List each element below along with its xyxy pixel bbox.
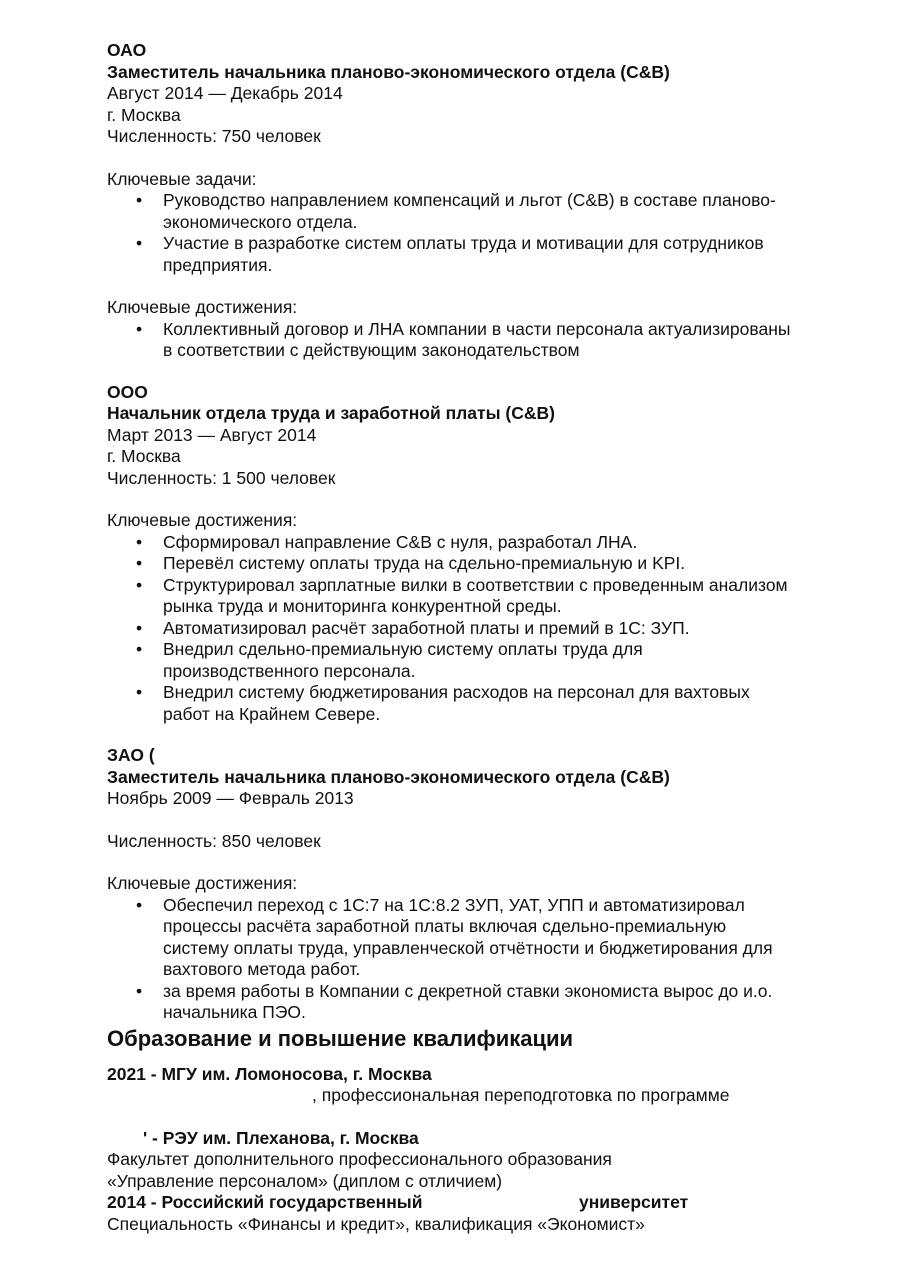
job-entry-3 bbox=[107, 745, 847, 1024]
list-item: • Внедрил систему бюджетирования расходов на персонал для вахтовых работ на Крайнем Севере. bbox=[136, 682, 750, 724]
resume-content bbox=[107, 40, 847, 1235]
company-name: ОАО bbox=[107, 40, 147, 60]
list-item: • Структурировал зарплатные вилки в соответствии с проведенным анализом рынка труда и мониторинга конкурентной среды. bbox=[136, 574, 788, 616]
list-item: • Сформировал направление C&B с нуля, разработал ЛНА. bbox=[136, 531, 638, 552]
achievements-label: Ключевые достижения: bbox=[107, 873, 298, 893]
education-entry-heading: ' - РЭУ им. Плеханова, г. Москва bbox=[143, 1127, 419, 1148]
list-item: • Коллективный договор и ЛНА компании в части персонала актуализированы в соответствии с действующим законодательством bbox=[136, 318, 791, 360]
bullet-icon: • bbox=[136, 318, 143, 339]
education-entry-heading: 2021 - МГУ им. Ломоносова, г. Москва bbox=[107, 1063, 432, 1084]
job-period: Ноябрь 2009 — Февраль 2013 bbox=[107, 788, 354, 808]
achievements-list bbox=[107, 532, 847, 726]
education-entry-heading: 2014 - Российский государственный университет bbox=[107, 1192, 689, 1212]
job-headcount: Численность: 850 человек bbox=[107, 830, 321, 851]
company-name: ООО bbox=[107, 381, 148, 402]
tasks-label: Ключевые задачи: bbox=[107, 168, 257, 189]
achievements-list bbox=[107, 319, 847, 362]
job-city: г. Москва bbox=[107, 104, 181, 125]
list-item: • Участие в разработке систем оплаты труда и мотивации для сотрудников предприятия. bbox=[136, 233, 764, 275]
job-period: Август 2014 — Декабрь 2014 bbox=[107, 83, 343, 103]
bullet-icon: • bbox=[136, 682, 143, 702]
list-item: • Руководство направлением компенсаций и льгот (C&B) в составе планово- экономического отдела. bbox=[136, 190, 776, 232]
bullet-icon: • bbox=[136, 894, 143, 915]
bullet-icon: • bbox=[136, 190, 143, 210]
job-title: Заместитель начальника планово-экономического отдела (C&B) bbox=[107, 766, 670, 787]
bullet-icon: • bbox=[136, 617, 143, 638]
education-entry-detail: , профессиональная переподготовка по программе bbox=[312, 1085, 730, 1105]
job-city: г. Москва bbox=[107, 446, 181, 466]
bullet-icon: • bbox=[136, 639, 143, 659]
education-list bbox=[107, 1064, 847, 1236]
list-item: • Обеспечил переход с 1С:7 на 1С:8.2 ЗУП, УАТ, УПП и автоматизировал процессы расчёта заработной платы включая сдельно-премиальную систему оплаты труда, управленческой отчётности и бюджетирования для вахтового метода работ. bbox=[136, 894, 773, 979]
bullet-icon: • bbox=[136, 531, 143, 552]
list-item: • за время работы в Компании с декретной ставки экономиста вырос до и.о. начальника ПЭО. bbox=[136, 980, 773, 1022]
job-headcount: Численность: 750 человек bbox=[107, 126, 321, 146]
section-title-education: Образование и повышение квалификации bbox=[107, 1025, 574, 1051]
bullet-icon: • bbox=[136, 553, 143, 573]
bullet-icon: • bbox=[136, 574, 143, 595]
list-item: • Автоматизировал расчёт заработной платы и премий в 1С: ЗУП. bbox=[136, 617, 690, 638]
tasks-list bbox=[107, 190, 847, 276]
list-item: • Внедрил сдельно-премиальную систему оплаты труда для производственного персонала. bbox=[136, 639, 643, 681]
job-entry-1 bbox=[107, 40, 847, 362]
job-period: Март 2013 — Август 2014 bbox=[107, 424, 317, 445]
list-item: • Перевёл систему оплаты труда на сдельно-премиальную и KPI. bbox=[136, 553, 686, 573]
company-name: ЗАО ( bbox=[107, 745, 155, 765]
education-entry-detail: Факультет дополнительного профессионального образования bbox=[107, 1149, 612, 1169]
achievements-label: Ключевые достижения: bbox=[107, 297, 298, 317]
job-title: Заместитель начальника планово-экономического отдела (C&B) bbox=[107, 61, 670, 82]
education-entry-detail: Специальность «Финансы и кредит», квалификация «Экономист» bbox=[107, 1213, 645, 1234]
bullet-icon: • bbox=[136, 233, 143, 253]
achievements-label: Ключевые достижения: bbox=[107, 510, 298, 530]
bullet-icon: • bbox=[136, 980, 143, 1001]
education-entry-detail: «Управление персоналом» (диплом с отличием) bbox=[107, 1170, 503, 1191]
job-entry-2 bbox=[107, 382, 847, 726]
achievements-list bbox=[107, 895, 847, 1024]
job-headcount: Численность: 1 500 человек bbox=[107, 467, 336, 488]
job-title: Начальник отдела труда и заработной платы (C&B) bbox=[107, 403, 555, 423]
